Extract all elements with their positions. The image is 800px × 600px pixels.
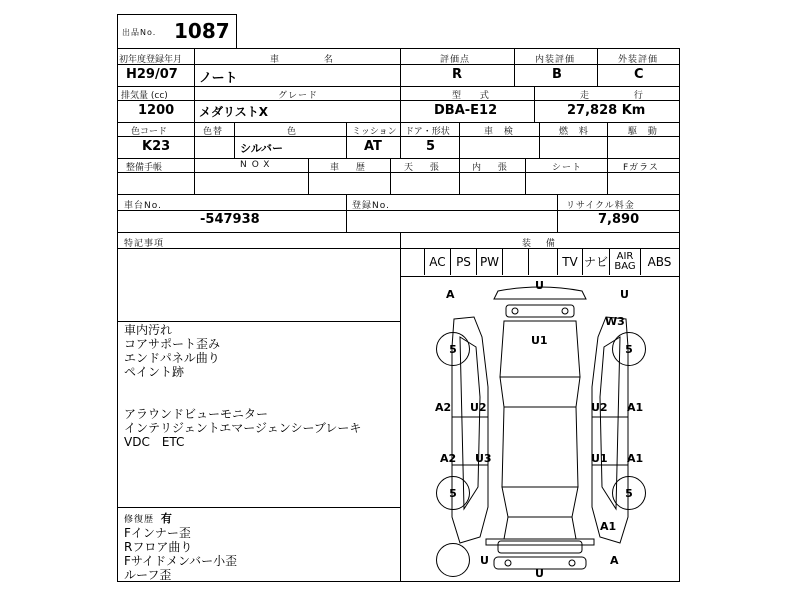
note-line bbox=[124, 393, 394, 407]
equipment-slot-blank bbox=[400, 248, 425, 275]
note-line: エンドパネル曲り bbox=[124, 351, 220, 365]
label-interior: 内装評価 bbox=[535, 55, 576, 65]
mark-right-rear: U1 bbox=[591, 452, 608, 465]
mark-front-left: A bbox=[446, 288, 455, 301]
label-equipment: 装 備 bbox=[522, 239, 556, 249]
value-recycle: 7,890 bbox=[598, 212, 640, 227]
value-score: R bbox=[452, 67, 463, 82]
mark-rear-right: A bbox=[610, 554, 619, 567]
lot-number: 1087 bbox=[174, 19, 230, 43]
label-history: 車 歴 bbox=[330, 163, 366, 173]
value-mission: AT bbox=[364, 139, 382, 154]
label-car-name: 車 名 bbox=[270, 55, 334, 65]
label-color-code: 色コード bbox=[131, 127, 168, 137]
value-car-name: ノート bbox=[199, 71, 238, 86]
label-displacement: 排気量 (cc) bbox=[121, 91, 168, 101]
spare-wheel bbox=[436, 543, 470, 577]
value-chassis: -547938 bbox=[200, 212, 260, 227]
label-registration: 登録No. bbox=[352, 201, 390, 211]
mark-right-pillar: U2 bbox=[591, 401, 608, 414]
mark-front-center: U bbox=[535, 279, 544, 292]
value-displacement: 1200 bbox=[138, 103, 175, 118]
mark-rear-center: U bbox=[535, 567, 544, 580]
equipment-abs: ABS bbox=[647, 254, 672, 269]
repair-label: 修復歴 bbox=[124, 515, 155, 525]
equipment-slot-blank bbox=[503, 248, 529, 275]
value-grade: メダリストX bbox=[199, 105, 269, 119]
equipment-ac: AC bbox=[425, 248, 451, 275]
value-reg-year: H29/07 bbox=[126, 67, 178, 82]
note-line: ペイント跡 bbox=[124, 365, 185, 379]
label-mileage: 走 行 bbox=[580, 91, 644, 101]
repair-value: 有 bbox=[160, 512, 172, 525]
mark-right-door-front: A1 bbox=[627, 401, 644, 414]
mark-left-door-front: A2 bbox=[435, 401, 452, 414]
value-model: DBA-E12 bbox=[434, 103, 498, 118]
equipment-airbag: AIR BAG bbox=[610, 248, 641, 275]
equipment-pw: PW bbox=[477, 248, 503, 275]
label-manual: 整備手帳 bbox=[126, 163, 163, 173]
repair-line: Rフロア曲り bbox=[124, 540, 193, 554]
mark-right-door-rear: A1 bbox=[627, 452, 644, 465]
label-score: 評価点 bbox=[440, 55, 471, 65]
value-interior: B bbox=[552, 67, 562, 82]
lot-box bbox=[117, 14, 237, 49]
wheel-rear-left: 5 bbox=[436, 476, 470, 510]
car-diagram bbox=[400, 277, 680, 582]
label-ceiling: 天 張 bbox=[404, 163, 440, 173]
note-line bbox=[124, 379, 394, 393]
label-notes: 特記事項 bbox=[124, 239, 165, 249]
value-color-code: K23 bbox=[142, 139, 171, 154]
mark-rear-quarter: A1 bbox=[600, 520, 617, 533]
mark-left-pillar: U2 bbox=[470, 401, 487, 414]
equipment-ps: PS bbox=[451, 248, 477, 275]
mark-front-right: U bbox=[620, 288, 629, 301]
note-line: アラウンドビューモニター bbox=[124, 407, 269, 421]
label-fuel: 燃 料 bbox=[559, 127, 589, 137]
equipment-slot-blank bbox=[529, 248, 558, 275]
equipment-row bbox=[400, 248, 680, 276]
equipment-navi: ナビ bbox=[583, 248, 610, 275]
label-chassis: 車台No. bbox=[124, 201, 162, 211]
label-upholstery: 内 張 bbox=[472, 163, 508, 173]
label-model: 型 式 bbox=[452, 91, 490, 101]
label-seat: シート bbox=[552, 163, 583, 173]
value-exterior: C bbox=[634, 67, 644, 82]
note-line: VDC ETC bbox=[124, 435, 185, 449]
mark-roof: U1 bbox=[531, 334, 548, 347]
mark-left-rear: U3 bbox=[475, 452, 492, 465]
label-recycle: リサイクル料金 bbox=[566, 201, 635, 211]
value-mileage: 27,828 Km bbox=[567, 103, 646, 118]
repair-line: Fインナー歪 bbox=[124, 526, 191, 540]
note-line: 車内汚れ bbox=[124, 323, 173, 337]
mark-right-fender: W3 bbox=[605, 315, 625, 328]
label-f-glass: Fガラス bbox=[623, 163, 659, 173]
notes-body bbox=[124, 323, 394, 449]
wheel-front-left: 5 bbox=[436, 332, 470, 366]
label-doors: ドア・形状 bbox=[405, 127, 450, 137]
note-line: インテリジェントエマージェンシーブレーキ bbox=[124, 421, 362, 435]
repair-line: Fサイドメンバー小歪 bbox=[124, 554, 238, 568]
wheel-front-right: 5 bbox=[612, 332, 646, 366]
equipment-tv: TV bbox=[558, 248, 583, 275]
value-doors: 5 bbox=[426, 139, 436, 154]
label-mission: ミッション bbox=[352, 127, 397, 137]
label-drive: 駆 動 bbox=[628, 127, 658, 137]
mark-left-door-rear: A2 bbox=[440, 452, 457, 465]
mark-rear-left: U bbox=[480, 554, 489, 567]
label-nox: NOX bbox=[240, 160, 275, 170]
wheel-rear-right: 5 bbox=[612, 476, 646, 510]
label-inspection: 車 検 bbox=[484, 127, 514, 137]
lot-label: 出品No. bbox=[122, 28, 157, 37]
value-color: シルバー bbox=[240, 142, 283, 155]
label-color: 色 bbox=[287, 127, 298, 137]
note-line: コアサポート歪み bbox=[124, 337, 221, 351]
label-grade: グレード bbox=[278, 91, 319, 101]
repair-section bbox=[124, 510, 394, 582]
repair-line: ルーフ歪 bbox=[124, 568, 172, 582]
label-reg-year: 初年度登録年月 bbox=[119, 55, 183, 65]
label-exterior: 外装評価 bbox=[618, 55, 659, 65]
label-color-change: 色替 bbox=[203, 127, 224, 137]
